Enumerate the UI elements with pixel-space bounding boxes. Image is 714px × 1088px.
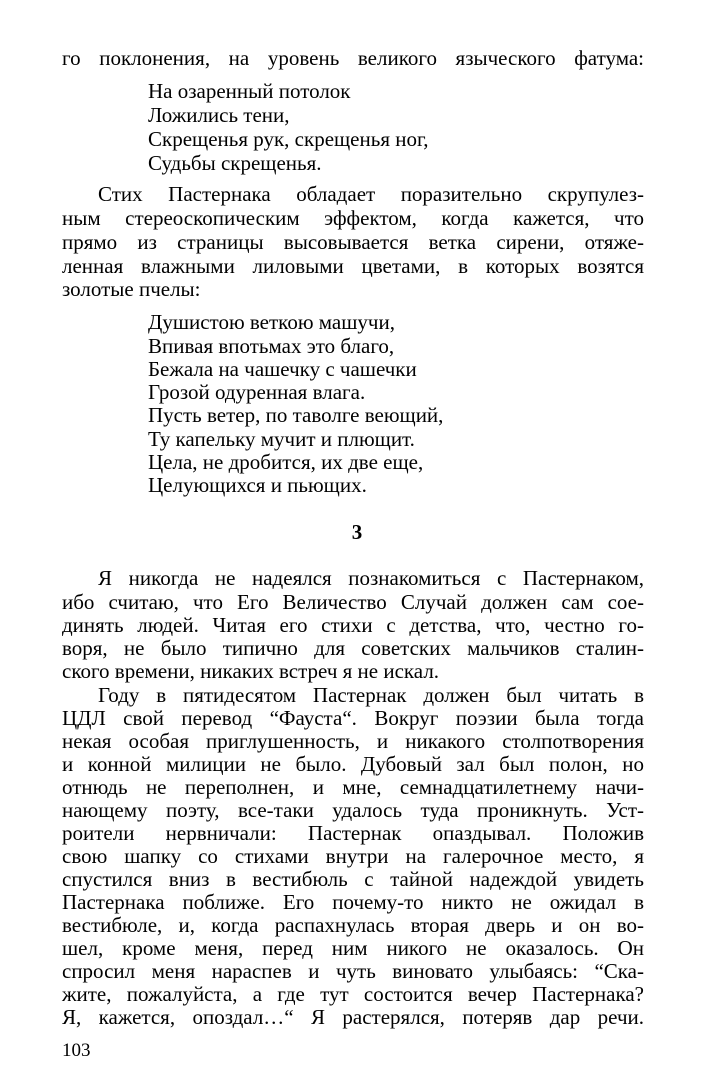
verse-line: Ложились тени, [148,103,290,127]
verse-line: Ту капельку мучит и плющит. [148,427,415,451]
paragraph-line: Году в пятидесятом Пастернак должен был читать в [98,683,644,707]
intro-line: го поклонения, на уровень великого языческого фатума: [62,46,644,70]
verse-line: Целующихся и пьющих. [148,473,367,497]
paragraph-line: ным стереоскопическим эффектом, когда кажется, что [62,206,644,230]
paragraph-line: прямо из страницы высовывается ветка сирени, отяже- [62,230,644,254]
paragraph-line: роители нервничали: Пастернак опаздывал. Положив [62,821,644,845]
paragraph-line: спросил меня нараспев и чуть виновато улыбаясь: “Ска- [62,959,644,983]
paragraph-line: Пастернака поближе. Его почему-то никто не ожидал в [62,890,644,914]
paragraph-line: ленная влажными лиловыми цветами, в которых возятся [62,254,644,278]
paragraph-line: и конной милиции не было. Дубовый зал был полон, но [62,752,644,776]
paragraph-line: нающему поэту, все-таки удалось туда проникнуть. Уст- [62,798,644,822]
verse-line: Судьбы скрещенья. [148,151,322,175]
verse-line: Душистою веткою машучи, [148,310,395,334]
paragraph-line: воря, не было типично для советских мальчиков сталин- [62,636,644,660]
paragraph-line: ибо считаю, что Его Величество Случай должен сам сое- [62,590,644,614]
page-number: 103 [62,1040,91,1061]
paragraph-line: жите, пожалуйста, а где тут состоится вечер Пастернака? [62,982,644,1006]
paragraph-line: ЦДЛ свой перевод “Фауста“. Вокруг поэзии была тогда [62,706,644,730]
verse-line: Грозой одуренная влага. [148,380,366,404]
verse-line: Цела, не дробится, их две еще, [148,450,424,474]
paragraph-line: шел, кроме меня, перед ним никого не оказалось. Он [62,936,644,960]
paragraph-line: динять людей. Читая его стихи с детства, что, честно го- [62,613,644,637]
paragraph-line: отнюдь не переполнен, и мне, семнадцатилетнему начи- [62,775,644,799]
paragraph-line: ского времени, никаких встреч я не искал. [62,659,440,683]
paragraph-line: некая особая приглушенность, и никакого столпотворения [62,729,644,753]
verse-line: Впивая впотьмах это благо, [148,334,395,358]
paragraph-line: золотые пчелы: [62,277,201,301]
verse-line: Скрещенья рук, скрещенья ног, [148,127,429,151]
verse-line: Пусть ветер, по таволге веющий, [148,403,444,427]
verse-line: На озаренный потолок [148,79,351,103]
paragraph-line: Я никогда не надеялся познакомиться с Пастернаком, [98,566,644,590]
paragraph-line: свою шапку со стихами внутри на галерочное место, я [62,844,644,868]
paragraph-line: спустился вниз в вестибюль с тайной надеждой увидеть [62,867,644,891]
paragraph-line: Я, кажется, опоздал…“ Я растерялся, потеряв дар речи. [62,1005,644,1029]
section-number: 3 [351,520,363,544]
paragraph-line: Стих Пастернака обладает поразительно скрупулез- [98,182,644,206]
paragraph-line: вестибюле, и, когда распахнулась вторая дверь и он во- [62,913,644,937]
verse-line: Бежала на чашечку с чашечки [148,357,417,381]
